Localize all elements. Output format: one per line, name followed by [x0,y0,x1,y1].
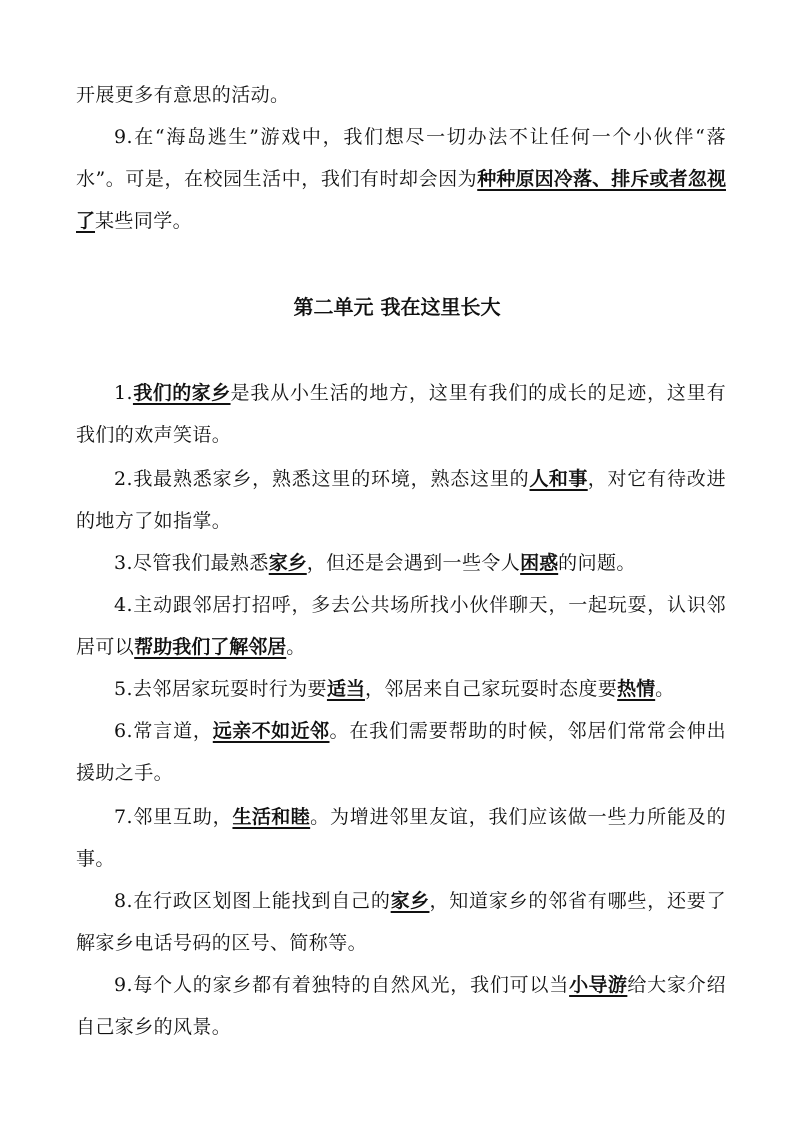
item-7: 7.邻里互助，生活和睦。为增进邻里友谊，我们应该做一些力所能及的事。 [76,806,726,870]
prev-item-9: 9.在“海岛逃生”游戏中，我们想尽一切办法不让任何一个小伙伴“落水”。可是，在校园生活中，我们有时却会因为种种原因冷落、排斥或者忽视了某些同学。 [76,126,726,232]
answer-highlight: 热情 [617,678,656,700]
answer-highlight: 小导游 [569,974,628,996]
item-3: 3.尽管我们最熟悉家乡，但还是会遇到一些令人困惑的问题。 [114,552,636,574]
item-2: 2.我最熟悉家乡，熟悉这里的环境，熟态这里的人和事，对它有待改进的地方了如指掌。 [76,468,726,532]
answer-highlight: 生活和睦 [232,806,311,828]
answer-highlight: 适当 [326,678,365,700]
answer-highlight: 我们的家乡 [132,382,231,404]
prev-line: 开展更多有意思的活动。 [76,84,290,106]
item-4: 4.主动跟邻居打招呼，多去公共场所找小伙伴聊天，一起玩耍，认识邻居可以帮助我们了解邻居。 [76,594,726,658]
item-6: 6.常言道，远亲不如近邻。在我们需要帮助的时候，邻居们常常会伸出援助之手。 [76,720,726,784]
unit-title: 第二单元 我在这里长大 [293,295,501,319]
answer-highlight: 困惑 [520,552,559,574]
item-1: 1.我们的家乡是我从小生活的地方，这里有我们的成长的足迹，这里有我们的欢声笑语。 [76,382,726,446]
item-9: 9.每个人的家乡都有着独特的自然风光，我们可以当小导游给大家介绍自己家乡的风景。 [76,974,726,1038]
item-5: 5.去邻居家玩耍时行为要适当，邻居来自己家玩耍时态度要热情。 [114,678,675,700]
answer-highlight: 种种原因冷落、排斥或者忽视了 [76,168,726,232]
answer-highlight: 帮助我们了解邻居 [134,636,287,658]
answer-highlight: 家乡 [390,890,430,912]
answer-highlight: 远亲不如近邻 [212,720,330,742]
answer-highlight: 人和事 [529,468,588,490]
item-8: 8.在行政区划图上能找到自己的家乡，知道家乡的邻省有哪些，还要了解家乡电话号码的区号、简称等。 [76,890,726,954]
answer-highlight: 家乡 [268,552,307,574]
